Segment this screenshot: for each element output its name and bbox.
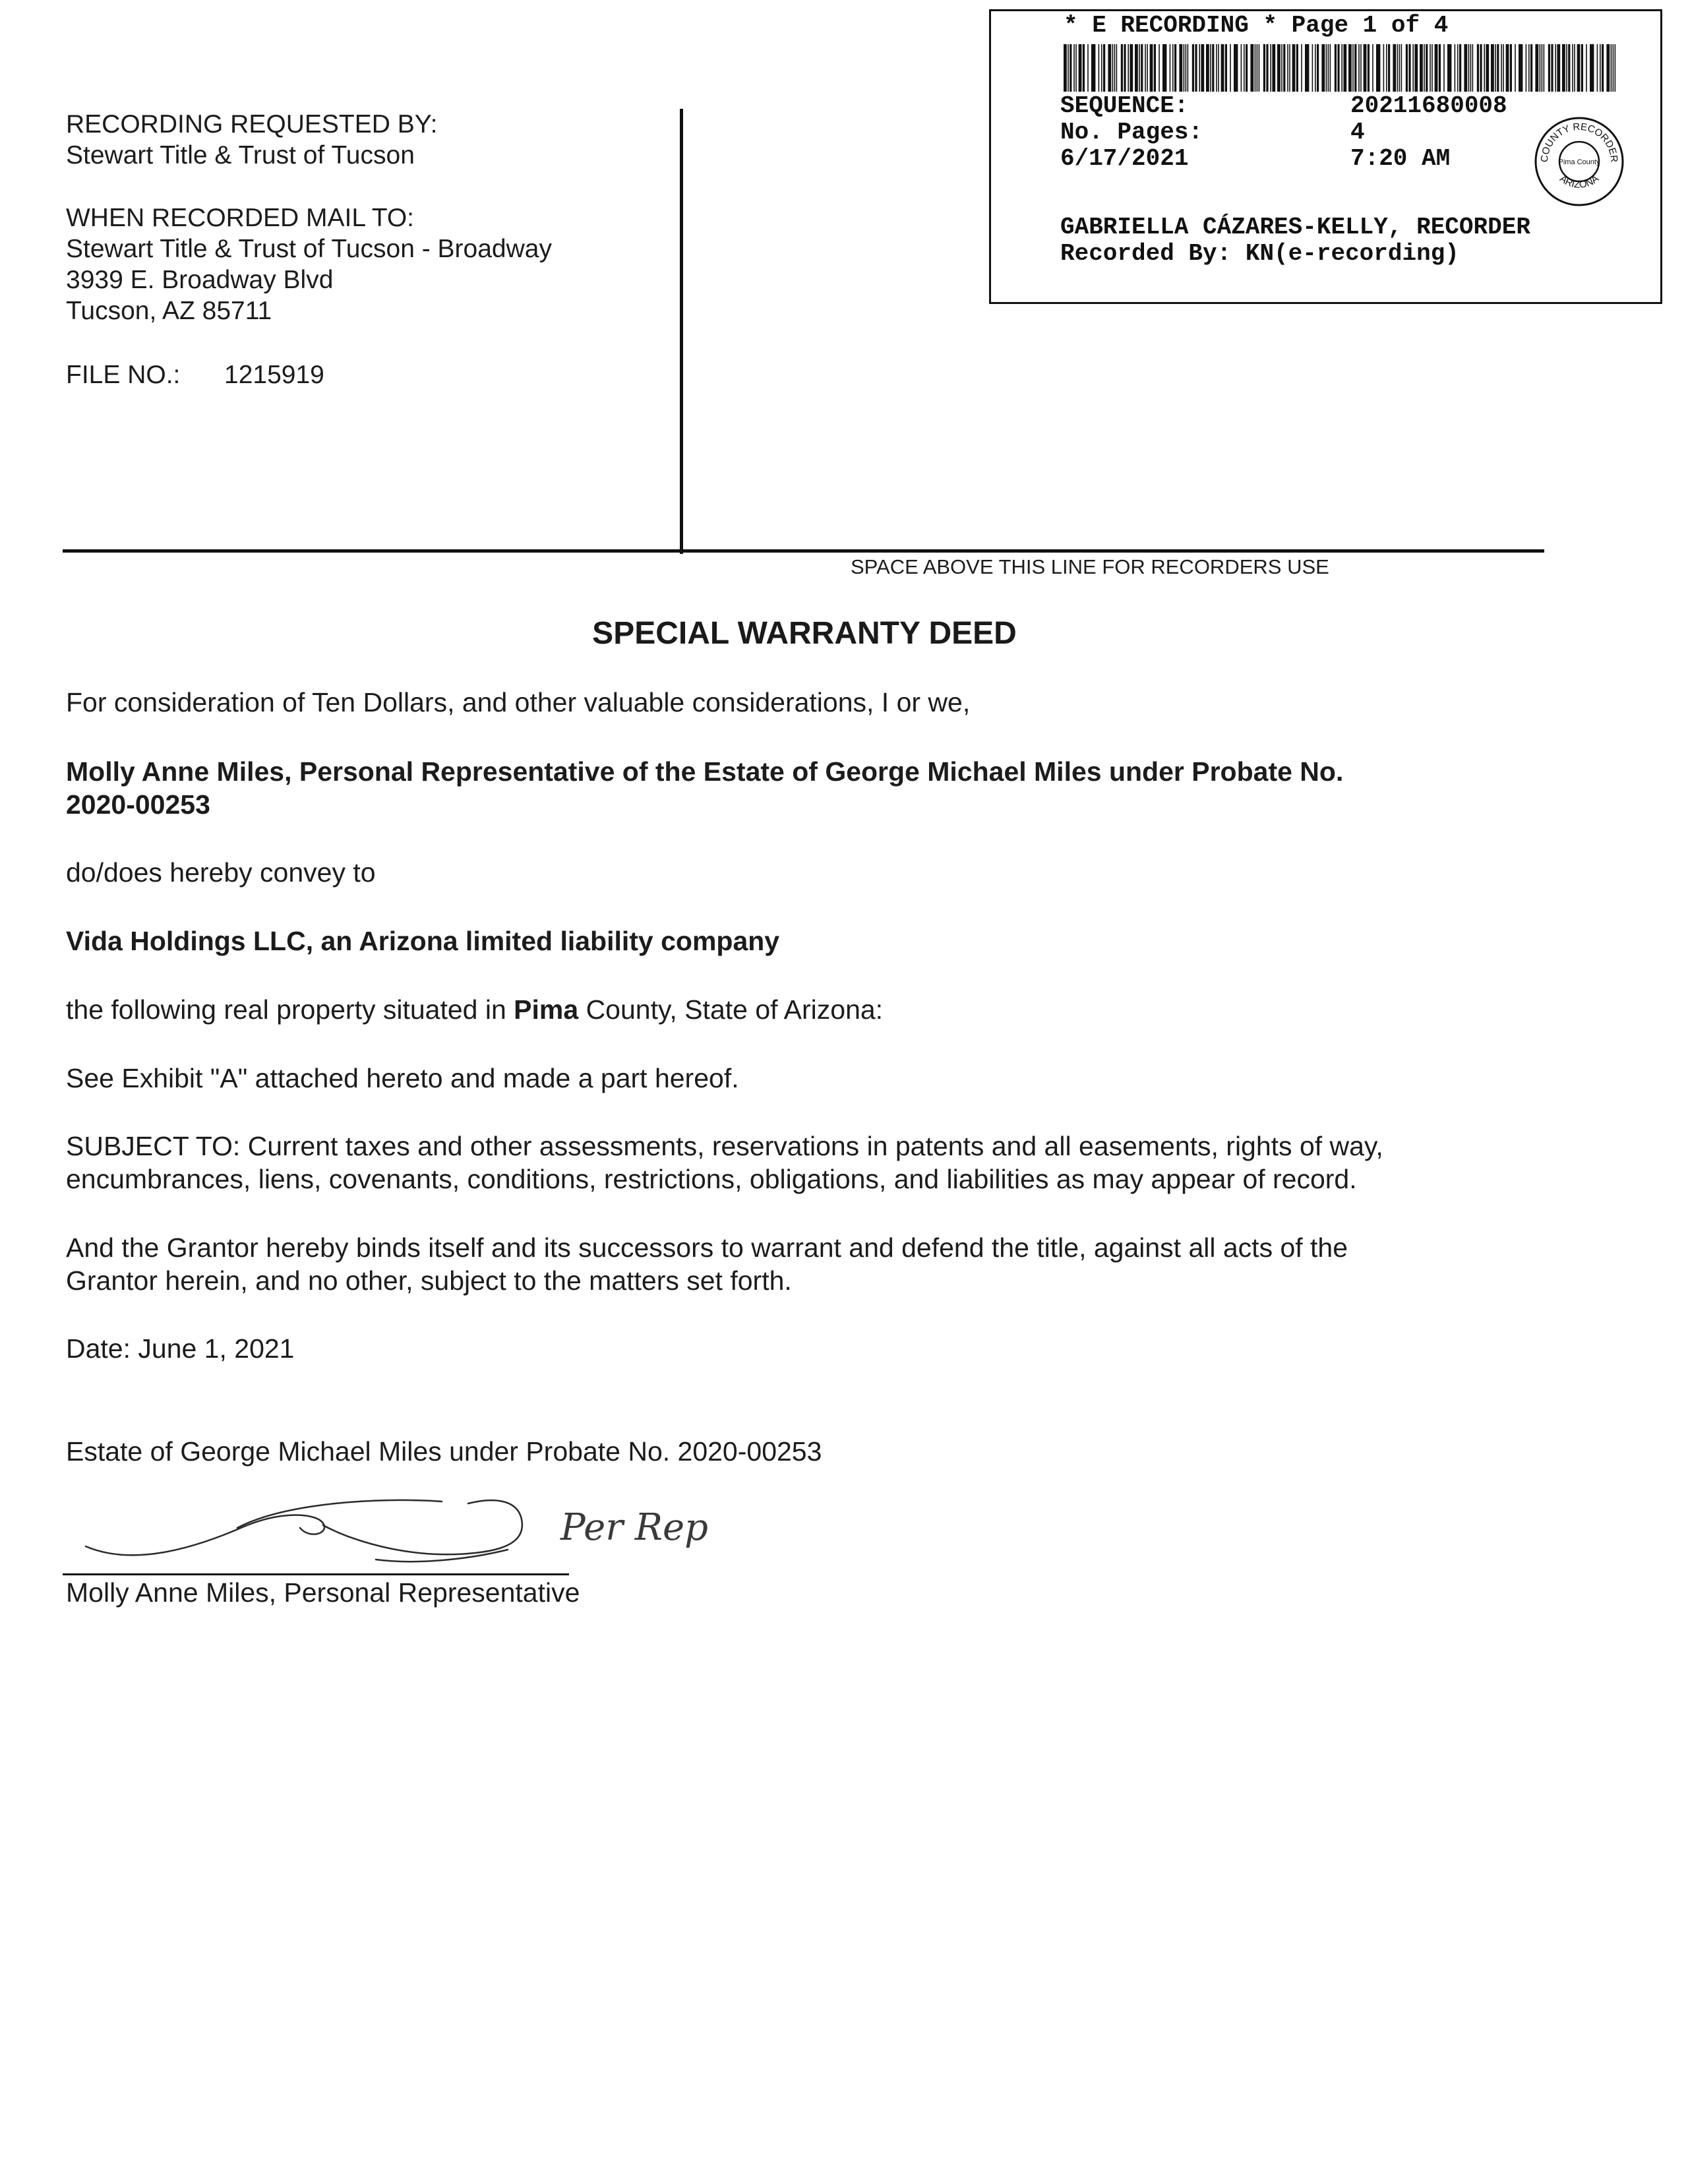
barcode-bar bbox=[1501, 44, 1502, 92]
svg-text:ARIZONA bbox=[1557, 173, 1601, 191]
barcode-bar bbox=[1464, 44, 1467, 92]
barcode-bar bbox=[1388, 44, 1390, 92]
recorder-stamp-box bbox=[989, 9, 1662, 304]
barcode-bar bbox=[1486, 44, 1489, 92]
seal-text-top: COUNTY RECORDER bbox=[1538, 121, 1620, 163]
barcode-bar bbox=[1510, 44, 1512, 92]
barcode-bar bbox=[1150, 44, 1153, 92]
barcode-bar bbox=[1070, 44, 1071, 92]
pages-label: No. Pages: bbox=[1060, 119, 1203, 146]
barcode-bar bbox=[1480, 44, 1482, 92]
barcode-bar bbox=[1287, 44, 1288, 92]
barcode-bar bbox=[1244, 44, 1245, 92]
signature-line bbox=[63, 1573, 569, 1575]
barcode-bar bbox=[1315, 44, 1316, 92]
barcode-bar bbox=[1064, 44, 1067, 92]
barcode-bar bbox=[1312, 44, 1313, 92]
barcode-bar bbox=[1503, 44, 1504, 92]
barcode-bar bbox=[1399, 44, 1401, 92]
deed-title: SPECIAL WARRANTY DEED bbox=[592, 616, 1017, 651]
barcode-bar bbox=[1443, 44, 1445, 92]
barcode-bar bbox=[1091, 44, 1095, 92]
mail-to-label: WHEN RECORDED MAIL TO: bbox=[66, 204, 415, 232]
seal-text-bottom: ARIZONA bbox=[1557, 173, 1601, 191]
barcode-bar bbox=[1581, 44, 1583, 92]
barcode-bar bbox=[1477, 44, 1479, 92]
barcode-bar bbox=[1101, 44, 1102, 92]
barcode-bar bbox=[1246, 44, 1248, 92]
barcode-bar bbox=[1470, 44, 1472, 92]
barcode-bar bbox=[1426, 44, 1428, 92]
barcode-bar bbox=[1250, 44, 1253, 92]
barcode-bar bbox=[1335, 44, 1337, 92]
barcode-bar bbox=[1506, 44, 1509, 92]
barcode-bar bbox=[1414, 44, 1418, 92]
barcode-bar bbox=[1406, 44, 1408, 92]
barcode-bar bbox=[1540, 44, 1541, 92]
barcode-bar bbox=[1128, 44, 1129, 92]
sequence-label: SEQUENCE: bbox=[1060, 92, 1189, 119]
property-post: County, State of Arizona: bbox=[578, 994, 884, 1025]
recorded-by: Recorded By: KN(e-recording) bbox=[1060, 240, 1459, 267]
property-pre: the following real property situated in bbox=[66, 994, 514, 1025]
subject-to-line-2: encumbrances, liens, covenants, conditions, restrictions, obligations, and liabilities as may appear of record. bbox=[66, 1164, 1357, 1194]
barcode-bar bbox=[1572, 44, 1573, 92]
barcode-bar bbox=[1401, 44, 1402, 92]
barcode-bar bbox=[1201, 44, 1204, 92]
barcode-bar bbox=[1360, 44, 1362, 92]
barcode-bar bbox=[1586, 44, 1587, 92]
barcode-bar bbox=[1432, 44, 1433, 92]
barcode-bar bbox=[1192, 44, 1194, 92]
barcode-bar bbox=[1555, 44, 1556, 92]
barcode-bar bbox=[1270, 44, 1271, 92]
barcode-bar bbox=[1145, 44, 1146, 92]
barcode-bar bbox=[1170, 44, 1171, 92]
barcode-bar bbox=[1343, 44, 1346, 92]
barcode-bar bbox=[1577, 44, 1581, 92]
barcode-bar bbox=[1241, 44, 1242, 92]
record-time: 7:20 AM bbox=[1350, 145, 1451, 172]
barcode-bar bbox=[1121, 44, 1123, 92]
barcode-bar bbox=[1108, 44, 1111, 92]
barcode-bar bbox=[1328, 44, 1329, 92]
barcode-bar bbox=[1114, 44, 1116, 92]
barcode-bar bbox=[1341, 44, 1342, 92]
mail-to-line-1: Stewart Title & Trust of Tucson - Broadway bbox=[66, 235, 552, 263]
barcode-bar bbox=[1491, 44, 1494, 92]
recording-requested-name: Stewart Title & Trust of Tucson bbox=[66, 141, 415, 169]
barcode-bar bbox=[1172, 44, 1174, 92]
barcode-bar bbox=[1186, 44, 1187, 92]
barcode-bar bbox=[1542, 44, 1543, 92]
barcode-bar bbox=[1526, 44, 1527, 92]
barcode-bar bbox=[1257, 44, 1258, 92]
barcode-bar bbox=[1212, 44, 1214, 92]
barcode-bar bbox=[1103, 44, 1105, 92]
estate-signature-block: Estate of George Michael Miles under Probate No. 2020-00253 bbox=[66, 1436, 822, 1467]
recording-header: * E RECORDING * Page 1 of 4 bbox=[1064, 12, 1449, 39]
barcode-bar bbox=[1424, 44, 1425, 92]
barcode-bar bbox=[1606, 44, 1610, 92]
barcode-bar bbox=[1199, 44, 1200, 92]
barcode-bar bbox=[1352, 44, 1354, 92]
barcode-bar bbox=[1272, 44, 1275, 92]
barcode-bar bbox=[1230, 44, 1231, 92]
seal-text-center: Pima County bbox=[1558, 158, 1600, 166]
barcode-bar bbox=[1611, 44, 1612, 92]
barcode-bar bbox=[1457, 44, 1459, 92]
barcode-bar bbox=[1383, 44, 1385, 92]
barcode-bar bbox=[1206, 44, 1209, 92]
barcode-bar bbox=[1147, 44, 1148, 92]
barcode-bar bbox=[1368, 44, 1370, 92]
barcode-bar bbox=[1557, 44, 1560, 92]
barcode-bar bbox=[1364, 44, 1367, 92]
barcode-bar bbox=[1210, 44, 1211, 92]
barcode-bar bbox=[1590, 44, 1594, 92]
barcode-bar bbox=[1548, 44, 1550, 92]
barcode-bar bbox=[1354, 44, 1356, 92]
barcode-bar bbox=[1597, 44, 1598, 92]
barcode-bar bbox=[1073, 44, 1075, 92]
barcode-bar bbox=[1135, 44, 1138, 92]
barcode-bar bbox=[1430, 44, 1431, 92]
barcode-bar bbox=[1495, 44, 1496, 92]
recorder-space-rule bbox=[63, 549, 1544, 553]
barcode-bar bbox=[1535, 44, 1538, 92]
grantor-line-1: Molly Anne Miles, Personal Representative of the Estate of George Michael Miles under Probate No. bbox=[66, 756, 1344, 787]
barcode-bar bbox=[1075, 44, 1077, 92]
barcode-bar bbox=[1386, 44, 1387, 92]
barcode-bar bbox=[1348, 44, 1352, 92]
exhibit-text: See Exhibit "A" attached hereto and made a part hereof. bbox=[66, 1063, 739, 1093]
barcode-bar bbox=[1259, 44, 1260, 92]
barcode-bar bbox=[1255, 44, 1256, 92]
barcode-bar bbox=[1562, 44, 1565, 92]
barcode-bar bbox=[1112, 44, 1114, 92]
barcode-bar bbox=[1221, 44, 1224, 92]
barcode-bar bbox=[1305, 44, 1309, 92]
barcode-bar bbox=[1154, 44, 1156, 92]
barcode-bar bbox=[1139, 44, 1140, 92]
barcode-bar bbox=[1358, 44, 1360, 92]
barcode-bar bbox=[1459, 44, 1461, 92]
handwritten-signature-icon bbox=[73, 1487, 732, 1586]
barcode-bar bbox=[1184, 44, 1185, 92]
barcode-bar bbox=[1515, 44, 1516, 92]
header-divider-vertical bbox=[680, 109, 683, 554]
barcode-bar bbox=[1292, 44, 1296, 92]
grantor-line-2: 2020-00253 bbox=[66, 789, 210, 820]
barcode-bar bbox=[1225, 44, 1227, 92]
barcode-bar bbox=[1472, 44, 1474, 92]
barcode-bar bbox=[1277, 44, 1281, 92]
barcode-bar bbox=[1544, 44, 1545, 92]
barcode-bar bbox=[1216, 44, 1217, 92]
barcode-bar bbox=[1083, 44, 1085, 92]
barcode-bar bbox=[1376, 44, 1380, 92]
barcode-bar bbox=[1528, 44, 1530, 92]
barcode-bar bbox=[1602, 44, 1604, 92]
barcode-bar bbox=[1447, 44, 1451, 92]
recorder-name: GABRIELLA CÁZARES-KELLY, RECORDER bbox=[1060, 214, 1530, 241]
warranty-line-2: Grantor herein, and no other, subject to the matters set forth. bbox=[66, 1265, 792, 1296]
mail-to-line-3: Tucson, AZ 85711 bbox=[66, 297, 272, 325]
barcode-bar bbox=[1141, 44, 1143, 92]
mail-to-line-2: 3939 E. Broadway Blvd bbox=[66, 266, 334, 294]
barcode-bar bbox=[1079, 44, 1082, 92]
barcode-bar bbox=[1116, 44, 1118, 92]
sequence-value: 20211680008 bbox=[1350, 92, 1507, 119]
barcode-bar bbox=[1068, 44, 1069, 92]
warranty-line-1: And the Grantor hereby binds itself and its successors to warrant and defend the title, against all acts of the bbox=[66, 1232, 1348, 1263]
property-county: Pima bbox=[514, 994, 579, 1025]
barcode-bar bbox=[1174, 44, 1176, 92]
barcode-bar bbox=[1337, 44, 1339, 92]
recording-requested-label: RECORDING REQUESTED BY: bbox=[66, 110, 438, 138]
signature-annotation: Per Rep bbox=[560, 1506, 709, 1549]
barcode-bar bbox=[1420, 44, 1423, 92]
barcode-bar bbox=[1281, 44, 1282, 92]
barcode-bar bbox=[1218, 44, 1219, 92]
barcode-bar bbox=[1600, 44, 1601, 92]
barcode-bar bbox=[1296, 44, 1298, 92]
barcode-bar bbox=[1455, 44, 1456, 92]
file-no-value: 1215919 bbox=[224, 361, 324, 389]
barcode-bar bbox=[1321, 44, 1325, 92]
barcode-bar bbox=[1574, 44, 1575, 92]
signer-name: Molly Anne Miles, Personal Representative bbox=[66, 1577, 580, 1608]
barcode-bar bbox=[1393, 44, 1396, 92]
space-above-note: SPACE ABOVE THIS LINE FOR RECORDERS USE bbox=[851, 555, 1329, 578]
barcode-bar bbox=[1162, 44, 1166, 92]
barcode-bar bbox=[1408, 44, 1410, 92]
barcode-bar bbox=[1435, 44, 1438, 92]
barcode-bar bbox=[1397, 44, 1399, 92]
barcode-bar bbox=[1099, 44, 1100, 92]
barcode-bar bbox=[1484, 44, 1485, 92]
barcode-bar bbox=[1568, 44, 1570, 92]
barcode-bar bbox=[1372, 44, 1373, 92]
county-recorder-seal-icon bbox=[1533, 115, 1625, 208]
barcode-bar bbox=[1130, 44, 1133, 92]
barcode-bar bbox=[1497, 44, 1499, 92]
barcode-bar bbox=[1530, 44, 1532, 92]
barcode-bar bbox=[1317, 44, 1319, 92]
deed-date: Date: June 1, 2021 bbox=[66, 1333, 295, 1364]
barcode-bar bbox=[1330, 44, 1331, 92]
property-location-text bbox=[66, 993, 883, 1026]
barcode-bar bbox=[1283, 44, 1285, 92]
barcode-bar bbox=[1468, 44, 1470, 92]
barcode-bar bbox=[1613, 44, 1614, 92]
barcode-bar bbox=[1188, 44, 1189, 92]
barcode-bar bbox=[1326, 44, 1327, 92]
convey-text: do/does hereby convey to bbox=[66, 857, 376, 888]
barcode-bar bbox=[1615, 44, 1616, 92]
barcode-bar bbox=[1551, 44, 1553, 92]
file-no-label: FILE NO.: bbox=[66, 361, 181, 389]
barcode-bar bbox=[1179, 44, 1182, 92]
record-date: 6/17/2021 bbox=[1060, 145, 1189, 172]
consideration-text: For consideration of Ten Dollars, and other valuable considerations, I or we, bbox=[66, 687, 971, 717]
barcode-bar bbox=[1087, 44, 1089, 92]
barcode-bar bbox=[1266, 44, 1268, 92]
subject-to-line-1: SUBJECT TO: Current taxes and other assessments, reservations in patents and all easements, rights of way, bbox=[66, 1131, 1383, 1161]
barcode-bar bbox=[1234, 44, 1238, 92]
barcode-bar bbox=[1263, 44, 1265, 92]
barcode-bar bbox=[1289, 44, 1290, 92]
barcode bbox=[1064, 44, 1617, 92]
barcode-bar bbox=[1159, 44, 1160, 92]
pages-value: 4 bbox=[1350, 119, 1365, 146]
barcode-bar bbox=[1124, 44, 1126, 92]
barcode-bar bbox=[1566, 44, 1567, 92]
barcode-bar bbox=[1519, 44, 1522, 92]
barcode-bar bbox=[1439, 44, 1441, 92]
barcode-bar bbox=[1412, 44, 1414, 92]
barcode-bar bbox=[1195, 44, 1197, 92]
grantee-text: Vida Holdings LLC, an Arizona limited liability company bbox=[66, 926, 780, 956]
barcode-bar bbox=[1301, 44, 1302, 92]
